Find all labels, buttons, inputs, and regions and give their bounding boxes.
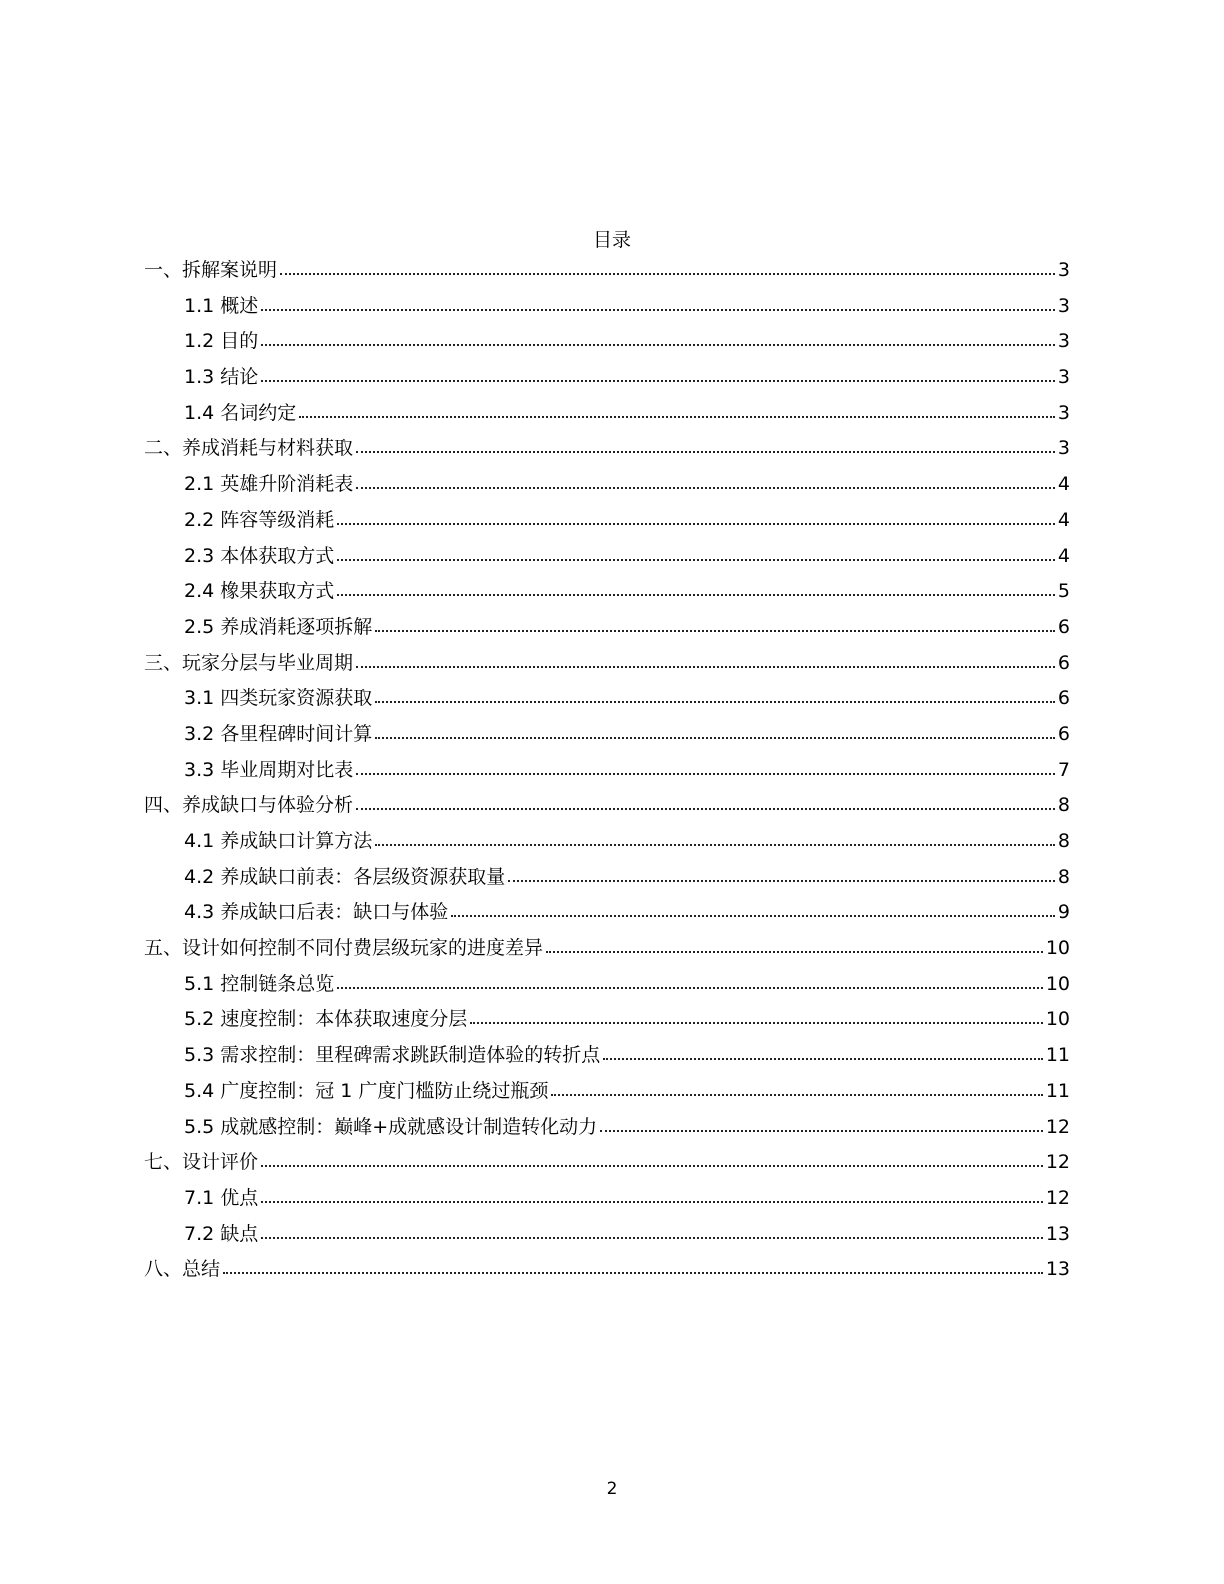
toc-dot-leader	[261, 1200, 1043, 1203]
toc-subsection-entry[interactable]	[144, 574, 1070, 610]
page-number: 2	[606, 1479, 618, 1499]
toc-entry-page-number: 4	[1057, 473, 1070, 496]
toc-entry-page-number: 9	[1057, 901, 1070, 924]
toc-entry-title: 4.1 养成缺口计算方法	[184, 830, 373, 852]
toc-subsection-entry[interactable]	[144, 1181, 1070, 1217]
toc-entry-page-number: 3	[1057, 330, 1070, 353]
toc-dot-leader	[337, 986, 1043, 989]
toc-dot-leader	[551, 1093, 1042, 1096]
toc-entry-title: 7.1 优点	[184, 1186, 259, 1209]
toc-entry-title: 二、养成消耗与材料获取	[144, 437, 354, 460]
toc-entry-page-number: 7	[1057, 758, 1070, 781]
toc-entry-title: 七、设计评价	[144, 1151, 259, 1174]
toc-entry-title: 八、总结	[144, 1258, 221, 1281]
toc-entry-page-number: 3	[1057, 294, 1070, 317]
toc-dot-leader	[356, 665, 1055, 668]
toc-dot-leader	[375, 700, 1055, 703]
table-of-contents	[144, 253, 1070, 1288]
toc-subsection-entry[interactable]	[144, 860, 1070, 896]
toc-entry-page-number: 12	[1045, 1151, 1070, 1174]
toc-dot-leader	[356, 807, 1055, 810]
toc-dot-leader	[508, 879, 1055, 882]
toc-subsection-entry[interactable]	[144, 360, 1070, 396]
toc-entry-title: 三、玩家分层与毕业周期	[144, 651, 354, 674]
toc-dot-leader	[356, 486, 1055, 489]
toc-entry-title: 2.1 英雄升阶消耗表	[184, 473, 354, 496]
toc-entry-title: 4.3 养成缺口后表：缺口与体验	[184, 901, 449, 924]
toc-entry-title: 1.1 概述	[184, 294, 259, 317]
toc-dot-leader	[337, 593, 1055, 596]
toc-title: 目录	[592, 229, 631, 251]
toc-subsection-entry[interactable]	[144, 503, 1070, 539]
toc-dot-leader	[356, 772, 1055, 775]
toc-dot-leader	[337, 522, 1055, 525]
toc-section-entry[interactable]	[144, 646, 1070, 682]
toc-entry-page-number: 12	[1045, 1115, 1070, 1138]
toc-entry-page-number: 13	[1045, 1222, 1070, 1245]
toc-dot-leader	[223, 1271, 1043, 1274]
toc-dot-leader	[261, 1236, 1043, 1239]
toc-dot-leader	[280, 272, 1055, 275]
toc-dot-leader	[375, 736, 1055, 739]
toc-dot-leader	[299, 415, 1055, 418]
toc-entry-page-number: 11	[1045, 1079, 1070, 1102]
toc-subsection-entry[interactable]	[144, 1217, 1070, 1253]
toc-subsection-entry[interactable]	[144, 753, 1070, 789]
toc-dot-leader	[337, 558, 1055, 561]
toc-dot-leader	[375, 843, 1055, 846]
toc-subsection-entry[interactable]	[144, 1038, 1070, 1074]
toc-entry-page-number: 8	[1057, 794, 1070, 817]
toc-entry-page-number: 10	[1045, 972, 1070, 995]
toc-dot-leader	[546, 950, 1043, 953]
toc-entry-page-number: 13	[1045, 1258, 1070, 1281]
toc-section-entry[interactable]	[144, 253, 1070, 289]
toc-entry-title: 1.4 名词约定	[184, 401, 297, 424]
toc-entry-page-number: 10	[1045, 937, 1070, 960]
toc-entry-page-number: 3	[1057, 437, 1070, 460]
toc-entry-page-number: 8	[1057, 830, 1070, 852]
toc-entry-title: 四、养成缺口与体验分析	[144, 794, 354, 817]
toc-entry-page-number: 10	[1045, 1008, 1070, 1031]
toc-subsection-entry[interactable]	[144, 539, 1070, 575]
toc-entry-title: 1.3 结论	[184, 366, 259, 389]
toc-dot-leader	[470, 1021, 1043, 1024]
toc-entry-title: 3.1 四类玩家资源获取	[184, 687, 373, 710]
toc-subsection-entry[interactable]	[144, 1074, 1070, 1110]
toc-subsection-entry[interactable]	[144, 824, 1070, 860]
toc-dot-leader	[261, 379, 1055, 382]
toc-dot-leader	[603, 1057, 1043, 1060]
toc-entry-page-number: 3	[1057, 401, 1070, 424]
toc-entry-title: 7.2 缺点	[184, 1222, 259, 1245]
toc-entry-title: 2.5 养成消耗逐项拆解	[184, 615, 373, 638]
toc-entry-page-number: 6	[1057, 687, 1070, 710]
toc-entry-title: 一、拆解案说明	[144, 259, 278, 281]
toc-entry-page-number: 3	[1057, 259, 1070, 281]
toc-subsection-entry[interactable]	[144, 1002, 1070, 1038]
toc-section-entry[interactable]	[144, 931, 1070, 967]
toc-entry-title: 五、设计如何控制不同付费层级玩家的进度差异	[144, 937, 544, 960]
toc-entry-page-number: 6	[1057, 615, 1070, 638]
toc-entry-title: 4.2 养成缺口前表：各层级资源获取量	[184, 865, 506, 888]
toc-entry-title: 5.3 需求控制：里程碑需求跳跃制造体验的转折点	[184, 1044, 601, 1067]
toc-entry-title: 1.2 目的	[184, 330, 259, 353]
toc-subsection-entry[interactable]	[144, 467, 1070, 503]
toc-subsection-entry[interactable]	[144, 967, 1070, 1003]
toc-entry-page-number: 11	[1045, 1044, 1070, 1067]
toc-entry-page-number: 6	[1057, 722, 1070, 745]
toc-entry-page-number: 8	[1057, 865, 1070, 888]
toc-section-entry[interactable]	[144, 1145, 1070, 1181]
toc-subsection-entry[interactable]	[144, 681, 1070, 717]
toc-entry-page-number: 3	[1057, 366, 1070, 389]
toc-section-entry[interactable]	[144, 431, 1070, 467]
toc-entry-title: 5.2 速度控制：本体获取速度分层	[184, 1008, 468, 1031]
toc-entry-page-number: 4	[1057, 508, 1070, 531]
toc-entry-title: 3.3 毕业周期对比表	[184, 758, 354, 781]
toc-section-entry[interactable]	[144, 1252, 1070, 1288]
toc-subsection-entry[interactable]	[144, 895, 1070, 931]
toc-entry-title: 2.4 橡果获取方式	[184, 580, 335, 603]
toc-entry-title: 2.2 阵容等级消耗	[184, 508, 335, 531]
toc-entry-title: 5.5 成就感控制：巅峰+成就感设计制造转化动力	[184, 1115, 598, 1138]
toc-entry-title: 5.4 广度控制：冠 1 广度门槛防止绕过瓶颈	[184, 1079, 549, 1102]
toc-entry-page-number: 4	[1057, 544, 1070, 567]
toc-dot-leader	[600, 1129, 1043, 1132]
toc-subsection-entry[interactable]	[144, 1110, 1070, 1146]
toc-dot-leader	[356, 450, 1055, 453]
toc-subsection-entry[interactable]	[144, 717, 1070, 753]
toc-dot-leader	[261, 308, 1055, 311]
toc-subsection-entry[interactable]	[144, 324, 1070, 360]
toc-subsection-entry[interactable]	[144, 610, 1070, 646]
toc-entry-page-number: 12	[1045, 1186, 1070, 1209]
toc-dot-leader	[375, 629, 1055, 632]
toc-section-entry[interactable]	[144, 788, 1070, 824]
toc-subsection-entry[interactable]	[144, 396, 1070, 432]
toc-dot-leader	[451, 914, 1055, 917]
toc-entry-title: 3.2 各里程碑时间计算	[184, 722, 373, 745]
toc-subsection-entry[interactable]	[144, 289, 1070, 325]
toc-entry-title: 5.1 控制链条总览	[184, 972, 335, 995]
toc-entry-page-number: 5	[1057, 580, 1070, 603]
toc-dot-leader	[261, 1164, 1043, 1167]
toc-dot-leader	[261, 343, 1055, 346]
toc-entry-title: 2.3 本体获取方式	[184, 544, 335, 567]
toc-entry-page-number: 6	[1057, 651, 1070, 674]
